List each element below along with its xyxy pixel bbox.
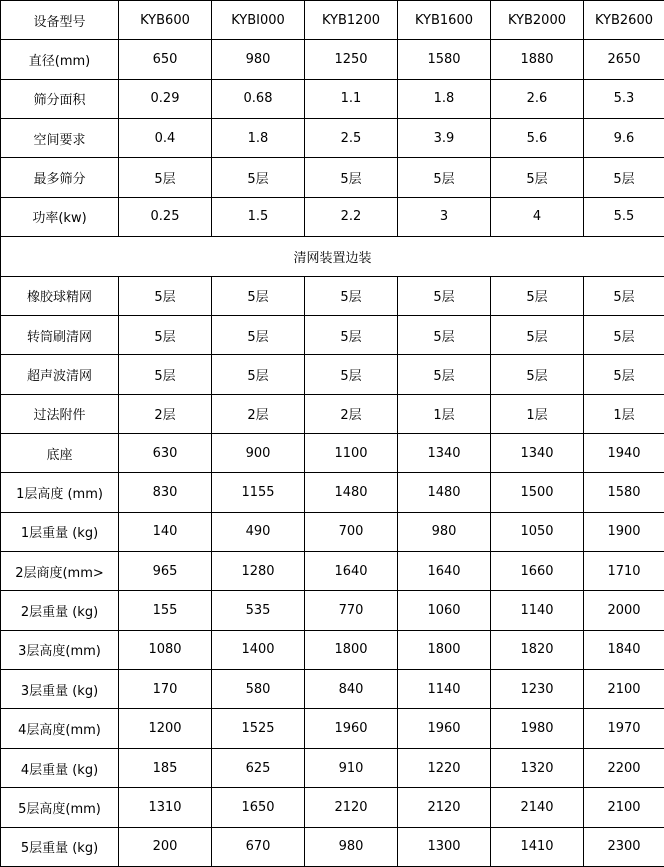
row-label-cell: 4层高度(mm) (1, 709, 119, 748)
table-row (1, 670, 664, 709)
value-cell: 170 (119, 670, 212, 709)
value-cell: 185 (119, 748, 212, 787)
value-cell: 1层 (398, 394, 491, 433)
value-cell: 155 (119, 591, 212, 630)
value-cell: 1800 (305, 630, 398, 669)
section-title-cell: 清网装置边装 (1, 237, 664, 276)
table-row (1, 394, 664, 433)
value-cell: 1960 (305, 709, 398, 748)
value-cell: 5层 (491, 315, 584, 354)
section-title-row (1, 237, 664, 276)
value-cell: 1970 (584, 709, 664, 748)
value-cell: 1.8 (398, 79, 491, 118)
value-cell: 3 (398, 197, 491, 236)
value-cell: 0.25 (119, 197, 212, 236)
value-cell: 1100 (305, 433, 398, 472)
model-header-cell: KYBI000 (212, 1, 305, 40)
value-cell: 1980 (491, 709, 584, 748)
value-cell: 5层 (584, 276, 664, 315)
value-cell: 2650 (584, 40, 664, 79)
row-label-cell: 筛分面积 (1, 79, 119, 118)
value-cell: 1840 (584, 630, 664, 669)
table-row (1, 433, 664, 472)
value-cell: 5层 (398, 315, 491, 354)
value-cell: 0.29 (119, 79, 212, 118)
row-label-cell: 3层高度(mm) (1, 630, 119, 669)
value-cell: 490 (212, 512, 305, 551)
row-label-cell: 空间要求 (1, 119, 119, 158)
value-cell: 2100 (584, 670, 664, 709)
value-cell: 1220 (398, 748, 491, 787)
value-cell: 1480 (398, 473, 491, 512)
value-cell: 1060 (398, 591, 491, 630)
value-cell: 1310 (119, 788, 212, 827)
value-cell: 5层 (119, 276, 212, 315)
value-cell: 580 (212, 670, 305, 709)
value-cell: 1525 (212, 709, 305, 748)
value-cell: 1480 (305, 473, 398, 512)
value-cell: 4 (491, 197, 584, 236)
value-cell: 770 (305, 591, 398, 630)
row-label-cell: 底座 (1, 433, 119, 472)
row-label-cell: 1层重量 (kg) (1, 512, 119, 551)
value-cell: 1.5 (212, 197, 305, 236)
table-row (1, 197, 664, 236)
value-cell: 5层 (212, 355, 305, 394)
value-cell: 1250 (305, 40, 398, 79)
value-cell: 5层 (119, 355, 212, 394)
table-row (1, 158, 664, 197)
table-row (1, 630, 664, 669)
row-label-cell: 2层商度(mm> (1, 552, 119, 591)
value-cell: 1.1 (305, 79, 398, 118)
model-header-cell: KYB1200 (305, 1, 398, 40)
value-cell: 2100 (584, 788, 664, 827)
header-label-cell: 设备型号 (1, 1, 119, 40)
value-cell: 2120 (398, 788, 491, 827)
value-cell: 700 (305, 512, 398, 551)
row-label-cell: 超声波清网 (1, 355, 119, 394)
value-cell: 1层 (584, 394, 664, 433)
value-cell: 1400 (212, 630, 305, 669)
value-cell: 5.6 (491, 119, 584, 158)
value-cell: 1200 (119, 709, 212, 748)
row-label-cell: 5层重量 (kg) (1, 827, 119, 866)
value-cell: 910 (305, 748, 398, 787)
value-cell: 1140 (398, 670, 491, 709)
table-row (1, 119, 664, 158)
value-cell: 1650 (212, 788, 305, 827)
value-cell: 980 (398, 512, 491, 551)
value-cell: 5层 (305, 158, 398, 197)
value-cell: 5层 (212, 276, 305, 315)
value-cell: 0.4 (119, 119, 212, 158)
value-cell: 1300 (398, 827, 491, 866)
value-cell: 5层 (491, 276, 584, 315)
table-row (1, 512, 664, 551)
value-cell: 625 (212, 748, 305, 787)
tbody-bottom (1, 276, 664, 866)
value-cell: 1340 (491, 433, 584, 472)
row-label-cell: 转筒刷清网 (1, 315, 119, 354)
value-cell: 535 (212, 591, 305, 630)
tbody-top (1, 40, 664, 237)
value-cell: 2层 (305, 394, 398, 433)
row-label-cell: 1层高度 (mm) (1, 473, 119, 512)
value-cell: 5.3 (584, 79, 664, 118)
table-row (1, 788, 664, 827)
value-cell: 5层 (584, 315, 664, 354)
table-row (1, 355, 664, 394)
value-cell: 980 (212, 40, 305, 79)
value-cell: 2层 (119, 394, 212, 433)
value-cell: 5层 (305, 276, 398, 315)
value-cell: 5层 (491, 355, 584, 394)
model-header-cell: KYB2600 (584, 1, 664, 40)
value-cell: 980 (305, 827, 398, 866)
value-cell: 1900 (584, 512, 664, 551)
value-cell: 200 (119, 827, 212, 866)
value-cell: 5.5 (584, 197, 664, 236)
row-label-cell: 最多筛分 (1, 158, 119, 197)
value-cell: 965 (119, 552, 212, 591)
table-row (1, 315, 664, 354)
value-cell: 1940 (584, 433, 664, 472)
value-cell: 3.9 (398, 119, 491, 158)
table-row (1, 827, 664, 866)
value-cell: 630 (119, 433, 212, 472)
value-cell: 1.8 (212, 119, 305, 158)
value-cell: 2120 (305, 788, 398, 827)
table-row (1, 748, 664, 787)
table-row (1, 591, 664, 630)
table-row (1, 473, 664, 512)
value-cell: 2.2 (305, 197, 398, 236)
value-cell: 1280 (212, 552, 305, 591)
row-label-cell: 4层重量 (kg) (1, 748, 119, 787)
value-cell: 2140 (491, 788, 584, 827)
value-cell: 670 (212, 827, 305, 866)
value-cell: 1320 (491, 748, 584, 787)
value-cell: 5层 (398, 158, 491, 197)
value-cell: 840 (305, 670, 398, 709)
value-cell: 1层 (491, 394, 584, 433)
value-cell: 1710 (584, 552, 664, 591)
value-cell: 5层 (584, 158, 664, 197)
value-cell: 1580 (398, 40, 491, 79)
row-label-cell: 功率(kw) (1, 197, 119, 236)
table-row (1, 40, 664, 79)
value-cell: 1660 (491, 552, 584, 591)
value-cell: 5层 (119, 315, 212, 354)
value-cell: 1140 (491, 591, 584, 630)
value-cell: 1820 (491, 630, 584, 669)
row-label-cell: 3层重量 (kg) (1, 670, 119, 709)
table-row (1, 709, 664, 748)
row-label-cell: 5层高度(mm) (1, 788, 119, 827)
value-cell: 1340 (398, 433, 491, 472)
row-label-cell: 直径(mm) (1, 40, 119, 79)
value-cell: 1050 (491, 512, 584, 551)
value-cell: 1080 (119, 630, 212, 669)
value-cell: 5层 (212, 158, 305, 197)
value-cell: 140 (119, 512, 212, 551)
model-header-cell: KYB1600 (398, 1, 491, 40)
value-cell: 1800 (398, 630, 491, 669)
value-cell: 9.6 (584, 119, 664, 158)
row-label-cell: 2层重量 (kg) (1, 591, 119, 630)
value-cell: 2200 (584, 748, 664, 787)
value-cell: 2.5 (305, 119, 398, 158)
value-cell: 1880 (491, 40, 584, 79)
value-cell: 5层 (212, 315, 305, 354)
value-cell: 2层 (212, 394, 305, 433)
model-header-cell: KYB600 (119, 1, 212, 40)
value-cell: 0.68 (212, 79, 305, 118)
header-row (1, 1, 664, 40)
value-cell: 1580 (584, 473, 664, 512)
value-cell: 2.6 (491, 79, 584, 118)
value-cell: 5层 (398, 355, 491, 394)
value-cell: 830 (119, 473, 212, 512)
value-cell: 5层 (398, 276, 491, 315)
value-cell: 2000 (584, 591, 664, 630)
value-cell: 5层 (584, 355, 664, 394)
value-cell: 5层 (305, 315, 398, 354)
value-cell: 5层 (305, 355, 398, 394)
value-cell: 2300 (584, 827, 664, 866)
table-row (1, 276, 664, 315)
value-cell: 1960 (398, 709, 491, 748)
value-cell: 1500 (491, 473, 584, 512)
value-cell: 1640 (305, 552, 398, 591)
table-row (1, 552, 664, 591)
value-cell: 1410 (491, 827, 584, 866)
value-cell: 900 (212, 433, 305, 472)
value-cell: 5层 (119, 158, 212, 197)
row-label-cell: 过法附件 (1, 394, 119, 433)
table-row (1, 79, 664, 118)
value-cell: 1155 (212, 473, 305, 512)
model-header-cell: KYB2000 (491, 1, 584, 40)
value-cell: 1640 (398, 552, 491, 591)
value-cell: 1230 (491, 670, 584, 709)
row-label-cell: 橡胶球精网 (1, 276, 119, 315)
value-cell: 650 (119, 40, 212, 79)
value-cell: 5层 (491, 158, 584, 197)
